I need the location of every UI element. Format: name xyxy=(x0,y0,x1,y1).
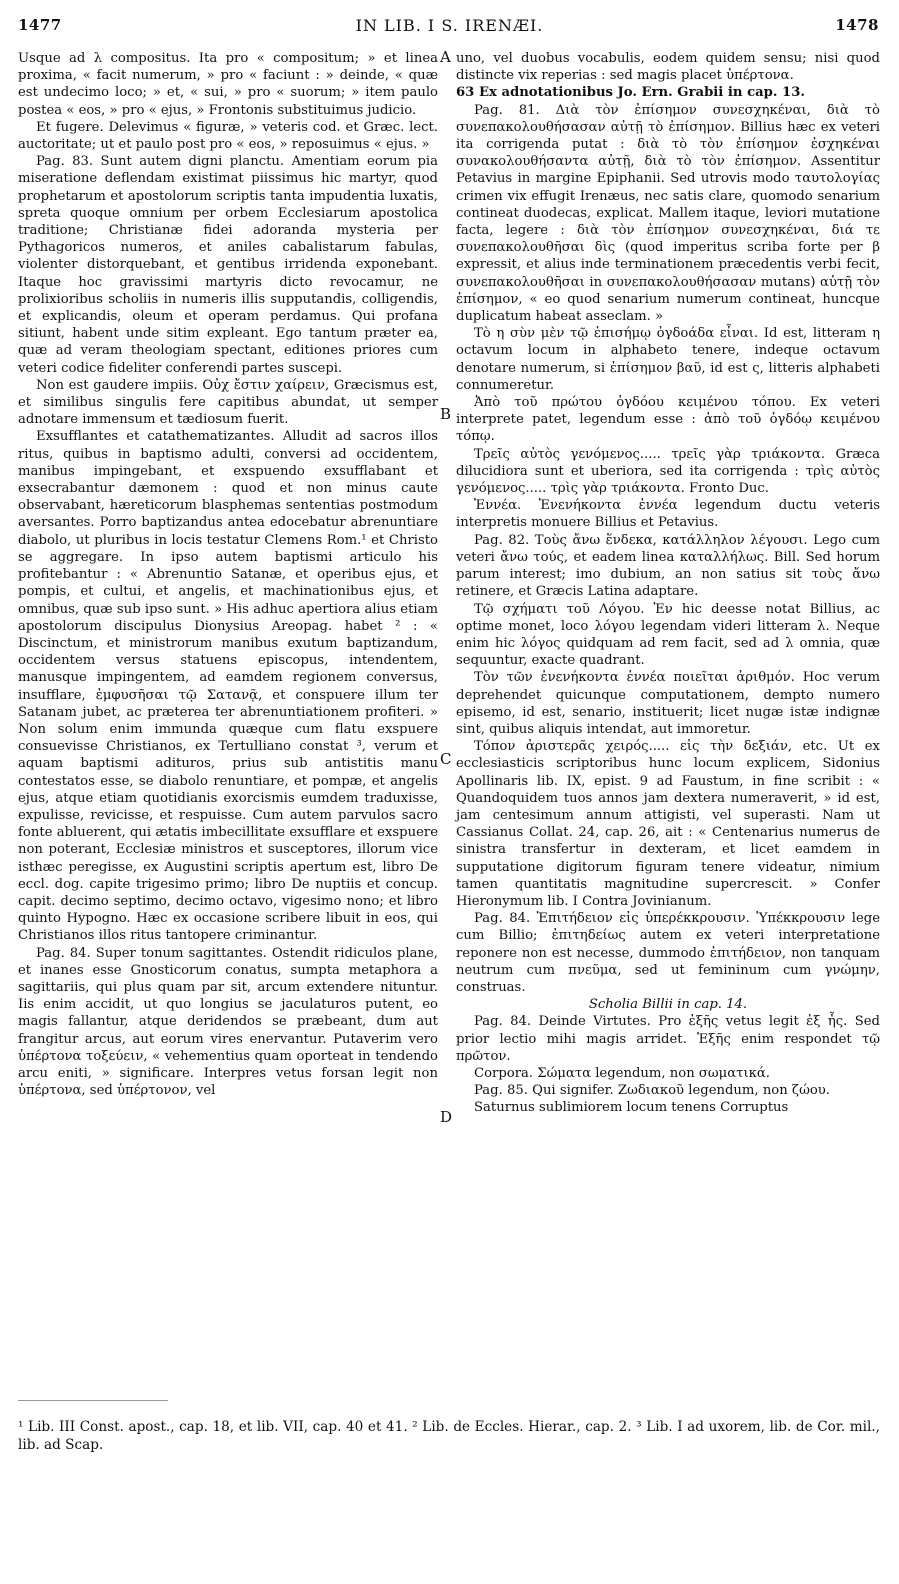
paragraph: Exsufflantes et catathematizantes. Alludit ad sacros illos ritus, quibus in baptismo adulti, conversi ad occidentem, manibus impingebant, et exspuendo exsufflabant et exsecrabantur dæmonem : quod et non minus caute observabant, hæreticorum blasphemas sententias postmodum aversantes. Porro baptizandus antea edocebatur abrenuntiare diabolo, ut pluribus in locis testatur Clemens Rom.¹ et Christo se aggregare. In ipso autem baptismi articulo his profitebantur : « Abrenuntio Satanæ, et operibus ejus, et pompis, et cultui, et angelis, et machinationibus ejus, et omnibus, quæ sub ipso sunt. » His adhuc apertiora alius etiam apostolorum discipulus Dionysius Areopag. habet ² : « Discinctum, et ministrorum manibus exutum baptizandum, occidentem versus statuens episcopus, intendentem, manusque impingentem, ad eamdem regionem conversus, insufflare, ἐμφυσῆσαι τῷ Σατανᾷ, et conspuere illum ter Satanam jubet, ac præterea ter abrenuntiationem profiteri. » Non solum enim immunda quæque cum flatu exspuere consuevisse Christianos, ex Tertulliano constat ³, verum et aquam baptismi adituros, prius sub antistitis manu contestatos esse, se diabolo renuntiare, et pompæ, et angelis ejus, atque etiam quotidianis exorcismis eumdem traduxisse, expulisse, revicisse, et respuisse. Cum autem parvulos sacro fonte abluerent, qui ætatis imbecillitate exsufflare et exspuere non poterant, Ecclesiæ ministros et susceptores, illorum vice isthæc peregisse, ex Augustini scriptis apertum est, libro De eccl. dog. capite trigesimo primo; libro De nuptiis et concup. capit. decimo septimo, decimo octavo, vigesimo nono; et libro quinto Hypogno. Hæc ex occasione scribere libuit in eos, qui Christianos illos ritus tantopere criminantur. xyxy=(18,429,438,944)
paragraph: Pag. 81. Διὰ τὸν ἐπίσημον συνεσχηκέναι, διὰ τὸ συνεπακολουθήσασαν αὐτῇ τὸ ἐπίσημον. Billius hæc ex veteri ita corrigenda putat : διὰ τὸ τὸν ἐπίσημον ἐσχηκέναι συνακολουθήσαντα αὐτῇ, διὰ τὸ τὸν ἐπίσημον. Assentitur Petavius in margine Epiphanii. Sed utrovis modo ταυτολογίας crimen vix effugit Irenæus, nec satis clare, quomodo senarium contineat duodecas, explicat. Mallem itaque, leviori mutatione facta, legere : διὰ τὸν ἐπίσημον συνεσχηκέναι, διά τε συνεπακολουθῆσαι δὶς (quod imperitus scriba forte per β expressit, et alius inde terminationem præcedentis verbi fecit, συνεπακολουθῆσαι in συνεπακολουθήσασαν mutans) αὐτῇ τὸν ἐπίσημον, « eo quod senarium numerum contineat, huncque duplicatum habeat asseclam. » xyxy=(456,102,880,325)
margin-letter-d: D xyxy=(440,1108,453,1126)
footnote-divider xyxy=(18,1400,168,1401)
paragraph: Τῷ σχήματι τοῦ Λόγου. Ἐν hic deesse notat Billius, ac optime monet, loco λόγου legendam videri litteram λ. Neque enim hic λόγος quidquam ad rem facit, sed ad λ omnia, quæ sequuntur, exacte quadrant. xyxy=(456,601,880,669)
paragraph: Saturnus sublimiorem locum tenens Corruptus xyxy=(474,1100,789,1116)
paragraph: Τὸν τῶν ἐνενήκοντα ἐννέα ποιεῖται ἀριθμόν. Hoc verum deprehendet quicunque computationem, dempto numero episemo, id est, senario, instituerit; licet nugæ istæ indignæ sint, quibus aliquis intendat, aut immoretur. xyxy=(456,670,880,737)
section-heading: 63 Ex adnotationibus Jo. Ern. Grabii in cap. 13. xyxy=(456,85,806,101)
margin-letter-b: B xyxy=(440,405,452,423)
paragraph: Τόπον ἀριστερᾶς χειρός..... εἰς τὴν δεξιάν, etc. Ut ex ecclesiasticis scriptoribus hunc locum explicem, Sidonius Apollinaris lib. IX, epist. 9 ad Faustum, in fine scribit : « Quandoquidem tuos annos jam dextera numeraverit, » id est, jam centesimum annum attigisti, vel superasti. Nam ut Cassianus Collat. 24, cap. 26, ait : « Centenarius numerus de sinistra transfertur in dexteram, et licet eamdem in supputatione digitorum figuram tenere videatur, nimium tamen quantitatis magnitudine supercrescit. » Confer Hieronymum lib. I Contra Jovinianum. xyxy=(456,739,880,909)
paragraph: Pag. 84. Deinde Virtutes. Pro ἐξῆς vetus legit ἐξ ἧς. Sed prior lectio mihi magis arridet. Ἐξῆς enim respondet τῷ πρῶτον. xyxy=(456,1014,880,1064)
column-number-right: 1478 xyxy=(835,16,879,34)
paragraph: Corpora. Σώματα legendum, non σωματικά. xyxy=(474,1065,770,1081)
margin-letter-a: A xyxy=(440,48,451,66)
running-title: IN LIB. I S. IRENÆI. xyxy=(355,16,544,35)
right-column xyxy=(456,50,880,1117)
paragraph: Pag. 82. Τοὺς ἄνω ἕνδεκα, κατάλληλον λέγουσι. Lego cum veteri ἄνω τούς, et eadem linea καταλλήλως. Bill. Sed horum parum interest; imo dubium, an non satius sit τοὺς ἄνω retinere, et Græcis Latina adaptare. xyxy=(456,532,880,600)
left-column xyxy=(18,50,438,1099)
paragraph: Ἀπὸ τοῦ πρώτου ὀγδόου κειμένου τόπου. Ex veteri interprete patet, legendum esse : ἀπὸ τοῦ ὀγδόῳ κειμένου τόπῳ. xyxy=(456,395,880,445)
paragraph: Ἐννέα. Ἐνενήκοντα ἐννέα legendum ductu veteris interpretis monuere Billius et Petavius. xyxy=(456,498,880,531)
paragraph: Τὸ η σὺν μὲν τῷ ἐπισήμῳ ὀγδοάδα εἶναι. Id est, litteram η octavum locum in alphabeto tenere, indeque octavum denotare numerum, si ἐπίσημον βαῦ, id est ς, litteris alphabeti connumeretur. xyxy=(456,326,880,393)
section-heading: Scholia Billii in cap. 14. xyxy=(588,997,748,1013)
paragraph: Pag. 84. Super tonum sagittantes. Ostendit ridiculos plane, et inanes esse Gnosticorum conatus, sumpta metaphora a sagittariis, qui plus quam par sit, arcum extendere nituntur. Iis enim accidit, ut quo longius se jaculaturos putent, eo magis fallantur, atque deridendos se præbeant, dum aut frangitur arcus, aut eorum vires enervantur. Putaverim vero ὑπέρτονα τοξεύειν, « vehementius quam oporteat in tendendo arcu eniti, » significare. Interpres vetus forsan legit non ὑπέρτονα, sed ὑπέρτονον, vel xyxy=(18,945,438,1099)
paragraph: Usque ad λ compositus. Ita pro « compositum; » et linea proxima, « facit numerum, » pro « faciunt : » deinde, « quæ est undecimo loco; » et, « sui, » pro « suorum; » item paulo postea « eos, » pro « ejus, » Frontonis substituimus judicio. xyxy=(18,51,438,118)
margin-letter-c: C xyxy=(440,750,452,768)
paragraph: Pag. 85. Qui signifer. Ζωδιακοῦ legendum, non ζώου. xyxy=(474,1083,830,1099)
paragraph: Τρεῖς αὐτὸς γενόμενος..... τρεῖς γὰρ τριάκοντα. Græca dilucidiora sunt et uberiora, sed ita corrigenda : τρὶς αὐτὸς γενόμενος..... τρὶς γὰρ τριάκοντα. Fronto Duc. xyxy=(456,446,880,497)
paragraph: Non est gaudere impiis. Οὐχ ἔστιν χαίρειν, Græcismus est, et similibus singulis fere capitibus abundat, ut semper adnotare immensum et tædiosum fuerit. xyxy=(18,377,438,428)
paragraph: Pag. 84. Ἐπιτήδειον εἰς ὑπερέκκρουσιν. Ὑπέκκρουσιν lege cum Billio; ἐπιτηδείως autem ex veteri interpretatione reponere non est necesse, dummodo ἐπιτήδειον, non tanquam neutrum cum πνεῦμα, sed ut femininum cum γνώμην, construas. xyxy=(456,911,880,995)
column-number-left: 1477 xyxy=(18,16,62,34)
paragraph: Et fugere. Delevimus « figuræ, » veteris cod. et Græc. lect. auctoritate; ut et paulo post pro « eos, » reposuimus « ejus. » xyxy=(18,119,438,153)
footnotes: ¹ Lib. III Const. apost., cap. 18, et lib. VII, cap. 40 et 41. ² Lib. de Eccles. Hierar., cap. 2. ³ Lib. I ad uxorem, lib. de Cor. mil., lib. ad Scap. xyxy=(18,1419,880,1453)
paragraph: Pag. 83. Sunt autem digni planctu. Amentiam eorum pia miseratione deflendam existimat piissimus hic martyr, quod prophetarum et apostolorum scriptis tanta impudentia luxatis, spreta quoque omnium per orbem Ecclesiarum apostolica traditione; Christianæ fidei adoranda mysteria per Pythagoricos numeros, et aniles cabalistarum fabulas, violenter distorquebant, et gentibus irridenda exponebant. Itaque hoc gravissimi martyris dicto revocamur, ne prolixioribus scholiis in numeris illis supputandis, colligendis, et explicandis, oleum et operam perdamus. Qui profana sitiunt, habent unde sitim expleant. Ego tantum præter ea, quæ ad veram theologiam spectant, editiones priores cum veteri codice fideliter conferendi partes suscepi. xyxy=(18,154,438,376)
paragraph: uno, vel duobus vocabulis, eodem quidem sensu; nisi quod distincte vix reperias : sed magis placet ὑπέρτονα. xyxy=(456,51,880,84)
